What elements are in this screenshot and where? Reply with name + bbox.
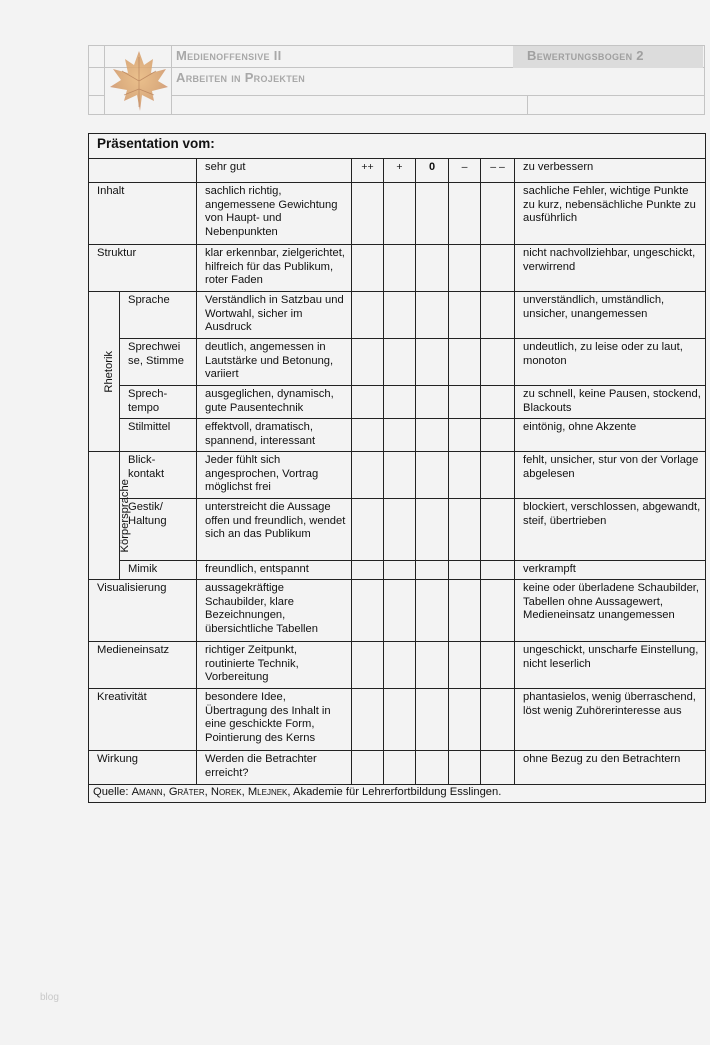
rating-cell-plus[interactable] [384, 499, 416, 561]
table-row [89, 292, 706, 339]
rating-cell-plusplus[interactable] [352, 561, 384, 580]
rating-cell-minus[interactable] [449, 339, 481, 386]
rating-cell-plusplus[interactable] [352, 689, 384, 751]
table-row [89, 183, 706, 245]
criterion-good: aussagekräftige Schaubilder, klare Bezeichnungen, übersichtliche Tabellen [197, 580, 352, 642]
maple-leaf-logo [106, 47, 172, 115]
rating-cell-minusminus[interactable] [481, 499, 515, 561]
rating-cell-plusplus[interactable] [352, 452, 384, 499]
criterion-bad: zu schnell, keine Pausen, stockend, Blackouts [515, 386, 706, 419]
criterion-bad: ohne Bezug zu den Betrachtern [515, 751, 706, 785]
rating-cell-minusminus[interactable] [481, 580, 515, 642]
criterion-bad: unverständlich, umständlich, unsicher, unangemessen [515, 292, 706, 339]
rating-cell-minusminus[interactable] [481, 292, 515, 339]
rating-cell-zero[interactable] [416, 292, 449, 339]
rating-cell-minus[interactable] [449, 751, 481, 785]
evaluation-table [88, 133, 706, 803]
criterion-bad: fehlt, unsicher, stur von der Vorlage abgelesen [515, 452, 706, 499]
criterion-good: freundlich, entspannt [197, 561, 352, 580]
table-row [89, 751, 706, 785]
criterion-bad: undeutlich, zu leise oder zu laut, monoton [515, 339, 706, 386]
criterion-label: Kreativität [89, 689, 197, 751]
scale-good-label: sehr gut [197, 159, 352, 183]
evaluation-badge: Bewertungsbogen 2 [513, 46, 703, 68]
criterion-good: besondere Idee, Übertragung des Inhalt in eine geschickte Form, Pointierung des Kerns [197, 689, 352, 751]
criterion-bad: verkrampft [515, 561, 706, 580]
rating-cell-plusplus[interactable] [352, 292, 384, 339]
scale-plus: + [384, 159, 416, 183]
table-row [89, 339, 706, 386]
criterion-good: Verständlich in Satzbau und Wortwahl, sicher im Ausdruck [197, 292, 352, 339]
criterion-label: Sprache [120, 292, 197, 339]
rating-cell-zero[interactable] [416, 580, 449, 642]
source-note: Quelle: Amann, Gräter, Norek, Mlejnek, Akademie für Lehrerfortbildung Esslingen. [89, 785, 706, 803]
rating-cell-plusplus[interactable] [352, 183, 384, 245]
scale-minusminus: – – [481, 159, 515, 183]
rating-cell-plus[interactable] [384, 689, 416, 751]
rating-cell-minus[interactable] [449, 561, 481, 580]
rating-cell-zero[interactable] [416, 499, 449, 561]
rating-cell-zero[interactable] [416, 751, 449, 785]
scale-header-row [89, 159, 706, 183]
criterion-good: Jeder fühlt sich angesprochen, Vortrag möglichst frei [197, 452, 352, 499]
rating-cell-minusminus[interactable] [481, 751, 515, 785]
rating-cell-plus[interactable] [384, 419, 416, 452]
rating-cell-minus[interactable] [449, 499, 481, 561]
rating-cell-minus[interactable] [449, 292, 481, 339]
rating-cell-plusplus[interactable] [352, 386, 384, 419]
rating-cell-minusminus[interactable] [481, 419, 515, 452]
empty-header-cell [89, 159, 197, 183]
criterion-good: deutlich, angemessen in Lautstärke und Betonung, variiert [197, 339, 352, 386]
rating-cell-plus[interactable] [384, 183, 416, 245]
criterion-label: Inhalt [89, 183, 197, 245]
rating-cell-zero[interactable] [416, 689, 449, 751]
group-label-koerpersprache: Körpersprache [89, 452, 120, 580]
header-title-line2: Arbeiten in Projekten [176, 70, 306, 85]
criterion-bad: sachliche Fehler, wichtige Punkte zu kurz, nebensächliche Punkte zu ausführlich [515, 183, 706, 245]
criterion-good: Werden die Betrachter erreicht? [197, 751, 352, 785]
rating-cell-plusplus[interactable] [352, 642, 384, 689]
rating-cell-plusplus[interactable] [352, 580, 384, 642]
rating-cell-minusminus[interactable] [481, 183, 515, 245]
criterion-good: ausgeglichen, dynamisch, gute Pausentechnik [197, 386, 352, 419]
rating-cell-zero[interactable] [416, 183, 449, 245]
scale-plusplus: ++ [352, 159, 384, 183]
source-row [89, 785, 706, 803]
criterion-good: klar erkennbar, zielgerichtet, hilfreich für das Publikum, roter Faden [197, 245, 352, 292]
rating-cell-plus[interactable] [384, 452, 416, 499]
table-row [89, 499, 706, 561]
criterion-label: Mimik [120, 561, 197, 580]
table-row [89, 452, 706, 499]
rating-cell-plus[interactable] [384, 245, 416, 292]
rating-cell-zero[interactable] [416, 386, 449, 419]
rating-cell-plusplus[interactable] [352, 245, 384, 292]
rating-cell-minusminus[interactable] [481, 339, 515, 386]
scale-bad-label: zu verbessern [515, 159, 706, 183]
rating-cell-minusminus[interactable] [481, 245, 515, 292]
table-row [89, 386, 706, 419]
rating-cell-plus[interactable] [384, 561, 416, 580]
rating-cell-plus[interactable] [384, 580, 416, 642]
rating-cell-zero[interactable] [416, 419, 449, 452]
rating-cell-zero[interactable] [416, 561, 449, 580]
criterion-good: richtiger Zeitpunkt, routinierte Technik, Vorbereitung [197, 642, 352, 689]
rating-cell-plusplus[interactable] [352, 499, 384, 561]
rating-cell-minus[interactable] [449, 419, 481, 452]
criterion-label: Blick- kontakt [120, 452, 197, 499]
rating-cell-plus[interactable] [384, 386, 416, 419]
rating-cell-minus[interactable] [449, 245, 481, 292]
criterion-label: Struktur [89, 245, 197, 292]
criterion-bad: keine oder überladene Schaubilder, Tabellen ohne Aussagewert, Medieneinsatz unangemessen [515, 580, 706, 642]
rating-cell-minus[interactable] [449, 183, 481, 245]
presentation-date-field[interactable]: Präsentation vom: [89, 134, 706, 159]
criterion-label: Gestik/ Haltung [120, 499, 197, 561]
criterion-label: Sprech- tempo [120, 386, 197, 419]
rating-cell-minusminus[interactable] [481, 561, 515, 580]
criterion-label: Visualisierung [89, 580, 197, 642]
rating-cell-minusminus[interactable] [481, 386, 515, 419]
rating-cell-plusplus[interactable] [352, 339, 384, 386]
table-row [89, 580, 706, 642]
rating-cell-zero[interactable] [416, 245, 449, 292]
rating-cell-minus[interactable] [449, 580, 481, 642]
rating-cell-minusminus[interactable] [481, 642, 515, 689]
criterion-label: Sprechwei se, Stimme [120, 339, 197, 386]
rating-cell-zero[interactable] [416, 339, 449, 386]
scale-minus: – [449, 159, 481, 183]
rating-cell-minusminus[interactable] [481, 452, 515, 499]
title-row [89, 134, 706, 159]
rating-cell-plus[interactable] [384, 339, 416, 386]
criterion-bad: blockiert, verschlossen, abgewandt, steif, übertrieben [515, 499, 706, 561]
criterion-bad: ungeschickt, unscharfe Einstellung, nicht leserlich [515, 642, 706, 689]
group-label-rhetorik: Rhetorik [89, 292, 120, 452]
rating-cell-zero[interactable] [416, 642, 449, 689]
table-row [89, 245, 706, 292]
criterion-label: Medieneinsatz [89, 642, 197, 689]
table-row [89, 642, 706, 689]
criterion-bad: phantasielos, wenig überraschend, löst wenig Zuhörerinteresse aus [515, 689, 706, 751]
table-row [89, 561, 706, 580]
criterion-good: sachlich richtig, angemessene Gewichtung von Haupt- und Nebenpunkten [197, 183, 352, 245]
header-title-line1: Medienoffensive II [176, 48, 282, 63]
watermark: blog [40, 992, 59, 1003]
rating-cell-zero[interactable] [416, 452, 449, 499]
rating-cell-plusplus[interactable] [352, 751, 384, 785]
criterion-good: effektvoll, dramatisch, spannend, interessant [197, 419, 352, 452]
table-row [89, 689, 706, 751]
table-row [89, 419, 706, 452]
rating-cell-minus[interactable] [449, 689, 481, 751]
criterion-good: unterstreicht die Aussage offen und freundlich, wendet sich an das Publikum [197, 499, 352, 561]
criterion-label: Stilmittel [120, 419, 197, 452]
rating-cell-plusplus[interactable] [352, 419, 384, 452]
rating-cell-minusminus[interactable] [481, 689, 515, 751]
rating-cell-minus[interactable] [449, 452, 481, 499]
rating-cell-plus[interactable] [384, 642, 416, 689]
rating-cell-minus[interactable] [449, 642, 481, 689]
rating-cell-plus[interactable] [384, 751, 416, 785]
rating-cell-minus[interactable] [449, 386, 481, 419]
criterion-bad: eintönig, ohne Akzente [515, 419, 706, 452]
scale-zero: 0 [416, 159, 449, 183]
rating-cell-plus[interactable] [384, 292, 416, 339]
criterion-label: Wirkung [89, 751, 197, 785]
criterion-bad: nicht nachvollziehbar, ungeschickt, verwirrend [515, 245, 706, 292]
